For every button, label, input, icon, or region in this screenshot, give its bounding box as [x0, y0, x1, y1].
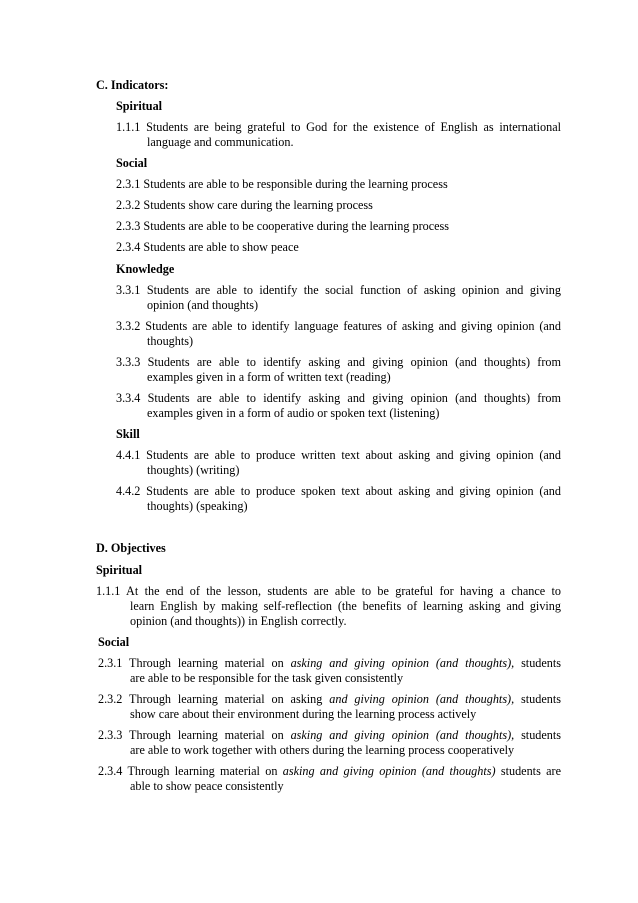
d-social-item-4-topic: asking and giving opinion (and thoughts)	[282, 764, 496, 778]
d-social-item-1-line-1	[98, 656, 561, 671]
d-social-item-1-prefix: 2.3.1 Through learning material on	[98, 656, 291, 670]
d-spiritual-line-1: 1.1.1 At the end of the lesson, students are able to be grateful for having a chance to	[96, 584, 561, 598]
d-social-item-2-suffix: students	[514, 692, 561, 706]
c-skill-item-1-line-2: thoughts) (writing)	[147, 463, 240, 477]
d-social-item-1-line-2: are able to be responsible for the task given consistently	[130, 671, 404, 685]
c-knowledge-item-2-line-1: 3.3.2 Students are able to identify language features of asking and giving opinion (and	[116, 319, 561, 333]
c-skill-label: Skill	[116, 427, 140, 441]
c-knowledge-item-1-line-2: opinion (and thoughts)	[147, 298, 259, 312]
c-spiritual-item-1-line-2: language and communication.	[147, 135, 294, 149]
c-spiritual-label: Spiritual	[116, 99, 163, 113]
d-social-item-3-topic: asking and giving opinion (and thoughts),	[290, 728, 515, 742]
d-social-item-3-prefix: 2.3.3 Through learning material on	[98, 728, 291, 742]
c-skill-item-2-line-1: 4.4.2 Students are able to produce spoken text about asking and giving opinion (and	[116, 484, 561, 498]
d-spiritual-line-2: learn English by making self-reflection (the benefits of learning asking and giving	[130, 599, 561, 613]
c-social-item-1: 2.3.1 Students are able to be responsible during the learning process	[116, 177, 448, 191]
d-social-item-2-topic: and giving opinion (and thoughts),	[329, 692, 515, 706]
d-social-item-3-suffix: students	[514, 728, 562, 742]
c-knowledge-item-4-line-1: 3.3.4 Students are able to identify asking and giving opinion (and thoughts) from	[116, 391, 561, 405]
d-spiritual-label: Spiritual	[96, 563, 143, 577]
d-spiritual-line-3: opinion (and thoughts)) in English correctly.	[130, 614, 347, 628]
d-social-item-2-line-2: show care about their environment during the learning process actively	[130, 707, 477, 721]
c-knowledge-item-3-line-1: 3.3.3 Students are able to identify asking and giving opinion (and thoughts) from	[116, 355, 561, 369]
d-social-item-3-line-2: are able to work together with others during the learning process cooperatively	[130, 743, 515, 757]
c-social-label: Social	[116, 156, 148, 170]
c-spiritual-item-1-line-1: 1.1.1 Students are being grateful to God for the existence of English as international	[116, 120, 561, 134]
d-social-item-2-prefix: 2.3.2 Through learning material on asking	[98, 692, 330, 706]
d-social-item-4-prefix: 2.3.4 Through learning material on	[98, 764, 283, 778]
c-knowledge-item-4-line-2: examples given in a form of audio or spoken text (listening)	[147, 406, 440, 420]
d-social-label: Social	[98, 635, 130, 649]
section-d-heading: D. Objectives	[96, 541, 166, 555]
c-skill-item-2-line-2: thoughts) (speaking)	[147, 499, 248, 513]
c-social-item-2: 2.3.2 Students show care during the learning process	[116, 198, 373, 212]
c-social-item-3: 2.3.3 Students are able to be cooperative during the learning process	[116, 219, 450, 233]
section-c-heading: C. Indicators:	[96, 78, 169, 92]
c-knowledge-item-1-line-1: 3.3.1 Students are able to identify the social function of asking opinion and giving	[116, 283, 561, 297]
d-social-item-1-topic: asking and giving opinion (and thoughts),	[290, 656, 515, 670]
c-social-item-4: 2.3.4 Students are able to show peace	[116, 240, 299, 254]
d-social-item-4-line-1	[98, 764, 561, 779]
d-social-item-1-suffix: students	[514, 656, 562, 670]
c-knowledge-label: Knowledge	[116, 262, 175, 276]
d-social-item-4-suffix: students are	[495, 764, 562, 778]
c-skill-item-1-line-1: 4.4.1 Students are able to produce written text about asking and giving opinion (and	[116, 448, 561, 462]
c-knowledge-item-2-line-2: thoughts)	[147, 334, 194, 348]
d-social-item-2-line-1	[98, 692, 561, 707]
d-social-item-4-line-2: able to show peace consistently	[130, 779, 284, 793]
d-social-item-3-line-1	[98, 728, 561, 743]
c-knowledge-item-3-line-2: examples given in a form of written text (reading)	[147, 370, 391, 384]
